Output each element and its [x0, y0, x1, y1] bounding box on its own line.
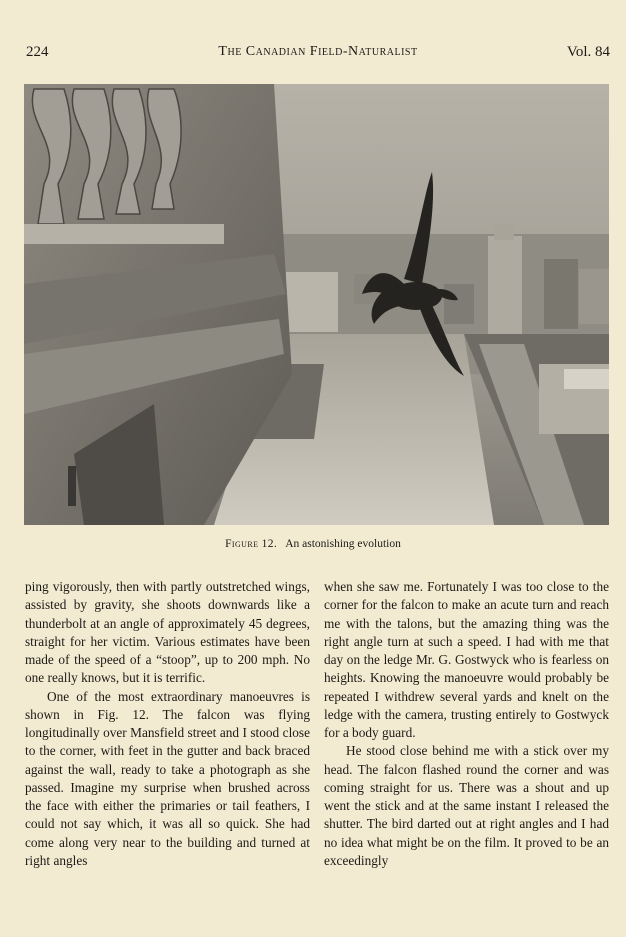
paragraph: when she saw me. Fortunately I was too close to the corner for the falcon to make an acute turn and reach me with the talons, but the amazing thing was the right angle turn at such a speed. I had with me that day on the ledge Mr. G. Gostwyck who is fearless on heights. Knowing the manoeuvre would probably be repeated I withdrew several yards and knelt on the ledge with the camera, trusting entirely to Gostwyck for a body guard.	[324, 579, 609, 740]
figure-caption	[0, 538, 626, 550]
figure-label: Figure 12.	[225, 538, 278, 550]
page-number: 224	[26, 44, 49, 60]
running-header	[26, 44, 610, 66]
journal-title: The Canadian Field-Naturalist	[218, 44, 418, 59]
figure-photograph	[24, 84, 609, 525]
paragraph: ping vigorously, then with partly outstretched wings, assisted by gravity, she shoots downwards like a thunderbolt at an angle of approximately 45 degrees, straight for her victim. Various estimates have been made of the speed of a “stoop”, up to 200 mph. No one really knows, but it is terrific.	[25, 579, 310, 686]
text-column-left	[25, 578, 310, 870]
figure-caption-text: An astonishing evolution	[285, 538, 401, 550]
paragraph: One of the most extraordinary manoeuvres is shown in Fig. 12. The falcon was flying longitudinally over Mansfield street and I stood close to the corner, with feet in the gutter and back braced against the wall, ready to take a photograph as she passed. Imagine my surprise when brushed across the face with either the primaries or tail feathers, I could not say which, it was all so quick. She had come along very near to the building and turned at right angles	[25, 688, 310, 868]
text-column-right	[324, 578, 609, 870]
falcon-photo-illustration	[24, 84, 609, 525]
cornice	[24, 224, 224, 244]
paragraph: He stood close behind me with a stick over my head. The falcon flashed round the corner and was coming straight for us. There was a shout and up went the stick and at the same instant I released the shutter. The bird darted out at right angles and I had no idea what might be on the film. It proved to be an exceedingly	[324, 743, 609, 868]
volume-label: Vol. 84	[566, 44, 610, 60]
